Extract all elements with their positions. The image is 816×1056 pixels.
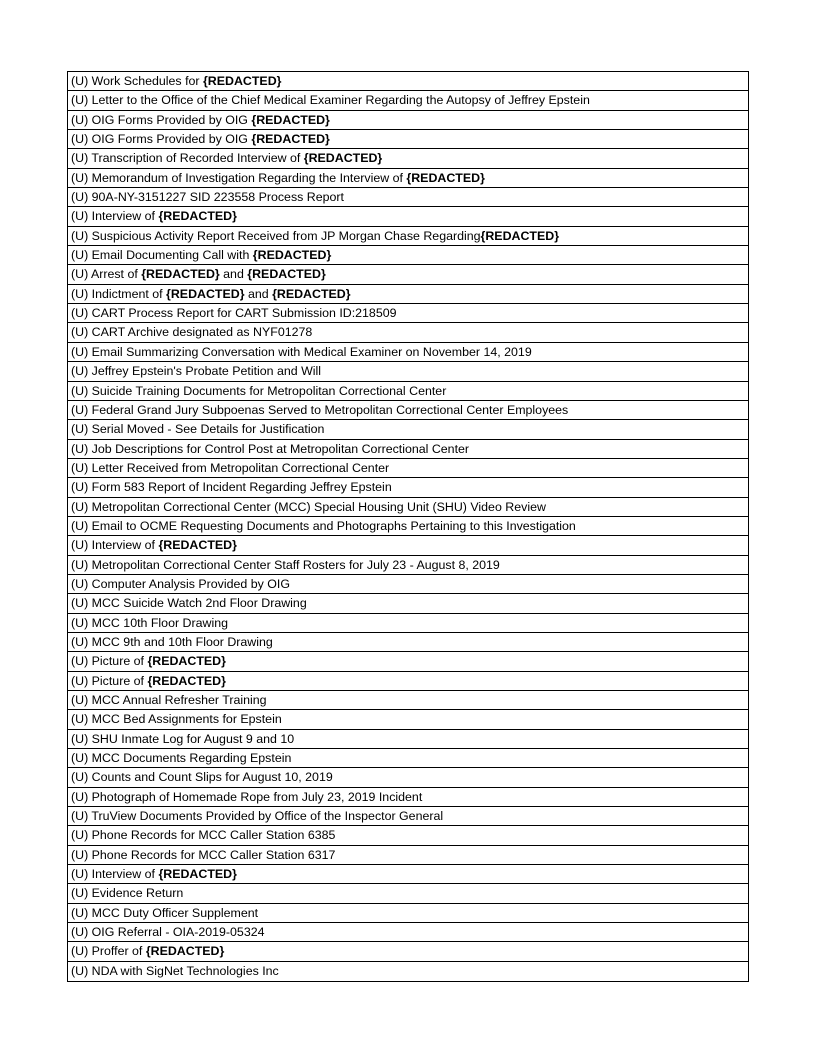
row-text: (U) OIG Referral - OIA-2019-05324 bbox=[71, 925, 265, 940]
redacted-text: {REDACTED} bbox=[247, 267, 326, 282]
row-text: (U) Counts and Count Slips for August 10, 2019 bbox=[71, 770, 333, 785]
redacted-text: {REDACTED} bbox=[406, 170, 485, 185]
table-row bbox=[68, 130, 748, 149]
table-row bbox=[68, 149, 748, 168]
table-row bbox=[68, 91, 748, 110]
row-text: (U) CART Archive designated as NYF01278 bbox=[71, 325, 313, 340]
table-row bbox=[68, 478, 748, 497]
row-text: (U) Picture of bbox=[71, 673, 148, 688]
row-text: (U) Computer Analysis Provided by OIG bbox=[71, 576, 290, 591]
table-row bbox=[68, 807, 748, 826]
row-text: (U) Job Descriptions for Control Post at Metropolitan Correctional Center bbox=[71, 441, 470, 456]
redacted-text: {REDACTED} bbox=[480, 228, 560, 243]
table-row bbox=[68, 401, 748, 420]
redacted-text: {REDACTED} bbox=[303, 151, 383, 166]
row-text: (U) Interview of bbox=[71, 867, 159, 882]
row-text: (U) CART Process Report for CART Submission ID:218509 bbox=[71, 306, 397, 321]
table-row bbox=[68, 207, 748, 226]
row-text: (U) MCC 10th Floor Drawing bbox=[71, 615, 228, 630]
row-text: (U) MCC Suicide Watch 2nd Floor Drawing bbox=[71, 596, 307, 611]
row-text: (U) Letter Received from Metropolitan Correctional Center bbox=[71, 460, 390, 475]
table-row bbox=[68, 788, 748, 807]
row-text: (U) SHU Inmate Log for August 9 and 10 bbox=[71, 731, 295, 746]
row-text: (U) OIG Forms Provided by OIG bbox=[71, 132, 252, 147]
table-row bbox=[68, 285, 748, 304]
row-text: (U) 90A-NY-3151227 SID 223558 Process Report bbox=[71, 190, 344, 205]
redacted-text: {REDACTED} bbox=[251, 132, 330, 147]
table-row bbox=[68, 962, 748, 981]
row-text: (U) Interview of bbox=[71, 538, 159, 553]
row-text: (U) Picture of bbox=[71, 654, 148, 669]
table-row bbox=[68, 614, 748, 633]
row-text: (U) MCC 9th and 10th Floor Drawing bbox=[71, 634, 273, 649]
table-row bbox=[68, 343, 748, 362]
row-text: (U) MCC Annual Refresher Training bbox=[71, 693, 267, 707]
redacted-text: {REDACTED} bbox=[251, 112, 330, 127]
redacted-text: {REDACTED} bbox=[252, 248, 332, 263]
table-row bbox=[68, 710, 748, 729]
table-row bbox=[68, 265, 748, 284]
table-row bbox=[68, 72, 748, 91]
row-text: (U) Proffer of bbox=[71, 944, 146, 959]
redacted-text: {REDACTED} bbox=[272, 286, 351, 301]
row-text: (U) MCC Documents Regarding Epstein bbox=[71, 751, 292, 766]
row-text: (U) Arrest of bbox=[71, 267, 142, 282]
redacted-text: {REDACTED} bbox=[158, 538, 237, 553]
table-row bbox=[68, 652, 748, 671]
redacted-text: {REDACTED} bbox=[145, 944, 225, 959]
redacted-text: {REDACTED} bbox=[166, 286, 245, 301]
row-text: (U) MCC Bed Assignments for Epstein bbox=[71, 712, 282, 727]
table-row bbox=[68, 556, 748, 575]
row-text: (U) Suicide Training Documents for Metropolitan Correctional Center bbox=[71, 383, 447, 398]
document-list-table bbox=[67, 71, 749, 982]
table-row bbox=[68, 323, 748, 342]
row-text: (U) Work Schedules for bbox=[71, 74, 203, 88]
row-text: (U) Evidence Return bbox=[71, 886, 184, 901]
table-row bbox=[68, 304, 748, 323]
row-text: (U) Letter to the Office of the Chief Medical Examiner Regarding the Autopsy of Jeffrey Epstein bbox=[71, 93, 590, 108]
row-text: (U) NDA with SigNet Technologies Inc bbox=[71, 963, 279, 978]
row-text: (U) Photograph of Homemade Rope from July 23, 2019 Incident bbox=[71, 789, 423, 804]
table-row bbox=[68, 826, 748, 845]
row-text: (U) Phone Records for MCC Caller Station 6385 bbox=[71, 828, 336, 843]
table-row bbox=[68, 517, 748, 536]
table-row bbox=[68, 227, 748, 246]
table-row bbox=[68, 246, 748, 265]
redacted-text: {REDACTED} bbox=[141, 267, 220, 282]
table-row bbox=[68, 923, 748, 942]
row-text: (U) Phone Records for MCC Caller Station 6317 bbox=[71, 847, 336, 862]
table-row bbox=[68, 111, 748, 130]
table-row bbox=[68, 536, 748, 555]
row-text: (U) OIG Forms Provided by OIG bbox=[71, 112, 252, 127]
row-text: (U) Interview of bbox=[71, 209, 159, 224]
table-row bbox=[68, 594, 748, 613]
redacted-text: {REDACTED} bbox=[158, 867, 237, 882]
table-row bbox=[68, 672, 748, 691]
row-text: (U) Email to OCME Requesting Documents and Photographs Pertaining to this Investigation bbox=[71, 518, 576, 533]
row-text: (U) Federal Grand Jury Subpoenas Served to Metropolitan Correctional Center Employees bbox=[71, 402, 569, 417]
table-row bbox=[68, 169, 748, 188]
row-text: (U) Email Summarizing Conversation with Medical Examiner on November 14, 2019 bbox=[71, 344, 532, 359]
row-text: (U) Form 583 Report of Incident Regarding Jeffrey Epstein bbox=[71, 480, 392, 495]
row-text: and bbox=[219, 267, 248, 282]
table-row bbox=[68, 884, 748, 903]
table-row bbox=[68, 749, 748, 768]
row-text: (U) Suspicious Activity Report Received from JP Morgan Chase Regarding bbox=[71, 228, 481, 243]
redacted-text: {REDACTED} bbox=[147, 654, 226, 669]
row-text: (U) Serial Moved - See Details for Justification bbox=[71, 422, 325, 437]
table-row bbox=[68, 575, 748, 594]
row-text: (U) Memorandum of Investigation Regarding the Interview of bbox=[71, 170, 407, 185]
table-row bbox=[68, 382, 748, 401]
row-text: (U) Jeffrey Epstein's Probate Petition and Will bbox=[71, 364, 322, 379]
redacted-text: {REDACTED} bbox=[158, 209, 237, 224]
table-row bbox=[68, 865, 748, 884]
table-row bbox=[68, 188, 748, 207]
row-text: (U) TruView Documents Provided by Office of the Inspector General bbox=[71, 809, 444, 824]
table-row bbox=[68, 846, 748, 865]
table-row bbox=[68, 420, 748, 439]
redacted-text: {REDACTED} bbox=[147, 673, 226, 688]
redacted-text: {REDACTED} bbox=[202, 74, 282, 88]
row-text: (U) MCC Duty Officer Supplement bbox=[71, 905, 259, 920]
table-row bbox=[68, 730, 748, 749]
row-text: (U) Email Documenting Call with bbox=[71, 248, 253, 263]
row-text: (U) Metropolitan Correctional Center (MCC) Special Housing Unit (SHU) Video Review bbox=[71, 499, 546, 514]
table-row bbox=[68, 440, 748, 459]
table-row bbox=[68, 942, 748, 961]
table-row bbox=[68, 633, 748, 652]
table-row bbox=[68, 362, 748, 381]
table-row bbox=[68, 691, 748, 710]
row-text: (U) Indictment of bbox=[71, 286, 167, 301]
table-row bbox=[68, 498, 748, 517]
table-row bbox=[68, 768, 748, 787]
row-text: and bbox=[244, 286, 273, 301]
table-row bbox=[68, 904, 748, 923]
row-text: (U) Metropolitan Correctional Center Staff Rosters for July 23 - August 8, 2019 bbox=[71, 557, 500, 572]
table-row bbox=[68, 459, 748, 478]
row-text: (U) Transcription of Recorded Interview of bbox=[71, 151, 304, 166]
